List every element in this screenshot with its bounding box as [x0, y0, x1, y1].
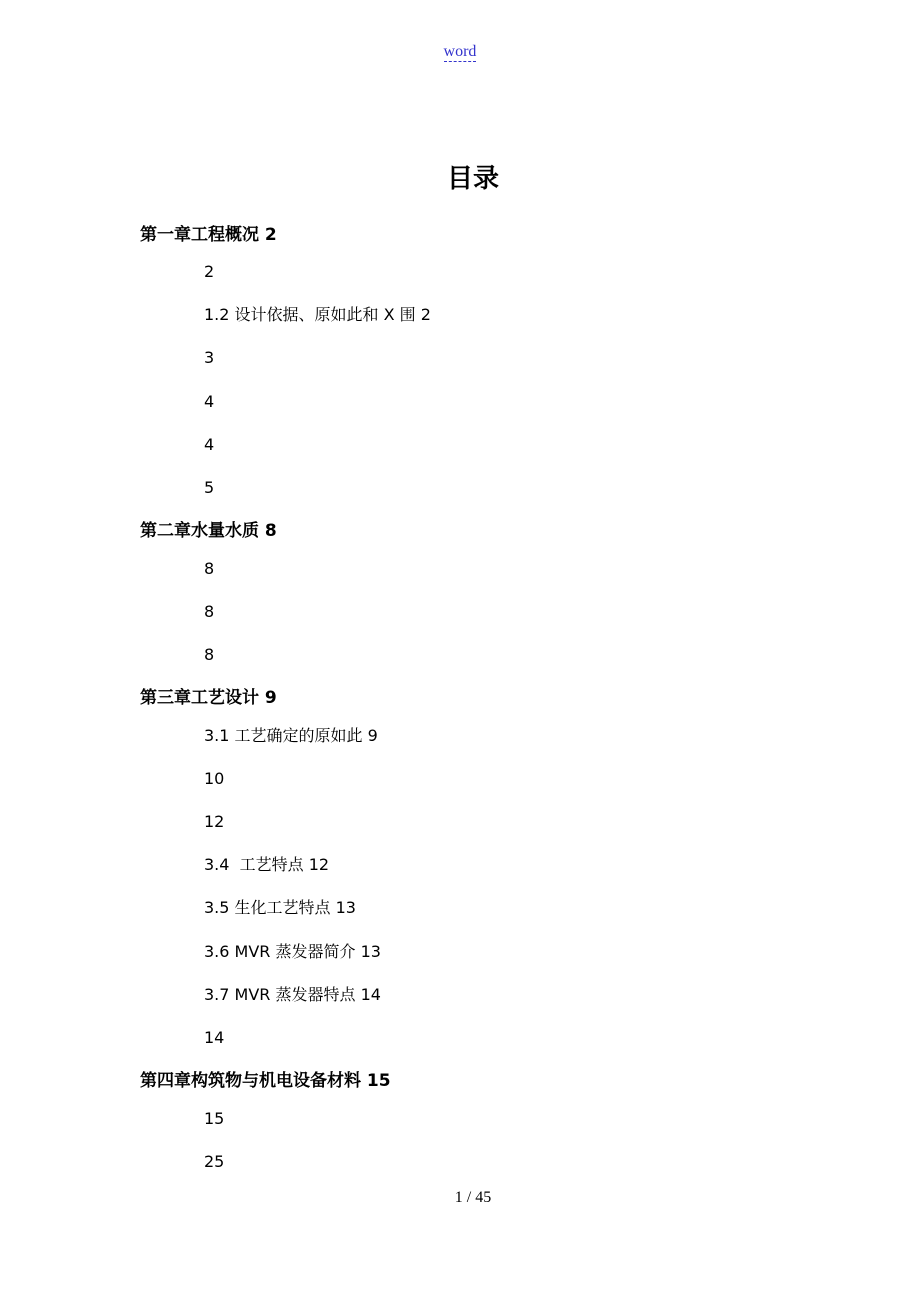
toc-entry-3-5[interactable]: 3.5 生化工艺特点 13 [204, 898, 356, 917]
toc-chapter-2[interactable]: 第二章水量水质 8 [140, 521, 277, 541]
toc-chapter-4[interactable]: 第四章构筑物与机电设备材料 15 [140, 1071, 391, 1091]
toc-entry-1-4[interactable]: 4 [204, 392, 215, 411]
toc-entry-1-1[interactable]: 2 [204, 262, 215, 281]
toc-entry-1-5[interactable]: 4 [204, 435, 215, 454]
toc-entry-1-3[interactable]: 3 [204, 348, 215, 367]
toc-title: 目录 [446, 164, 499, 194]
toc-entry-3-1[interactable]: 3.1 工艺确定的原如此 9 [204, 726, 378, 745]
page-number-indicator: 1 / 45 [454, 1189, 492, 1206]
toc-entry-4-1[interactable]: 15 [204, 1109, 225, 1128]
toc-entry-3-6[interactable]: 3.6 MVR 蒸发器简介 13 [204, 942, 381, 961]
toc-entry-3-7[interactable]: 3.7 MVR 蒸发器特点 14 [204, 985, 381, 1004]
toc-entry-3-3[interactable]: 12 [204, 812, 225, 831]
toc-entry-3-4[interactable]: 3.4 工艺特点 12 [204, 855, 330, 874]
toc-chapter-3[interactable]: 第三章工艺设计 9 [140, 688, 277, 708]
toc-chapter-1[interactable]: 第一章工程概况 2 [140, 225, 277, 245]
toc-entry-1-2[interactable]: 1.2 设计依据、原如此和 X 围 2 [204, 305, 431, 324]
toc-entry-3-2[interactable]: 10 [204, 769, 225, 788]
toc-entry-2-2[interactable]: 8 [204, 602, 215, 621]
toc-entry-3-8[interactable]: 14 [204, 1028, 225, 1047]
toc-entry-2-3[interactable]: 8 [204, 645, 215, 664]
header-word-link-text[interactable]: word [443, 43, 477, 60]
toc-entry-2-1[interactable]: 8 [204, 559, 215, 578]
toc-entry-1-6[interactable]: 5 [204, 478, 215, 497]
header-word-link[interactable] [0, 42, 920, 62]
toc-entry-4-2[interactable]: 25 [204, 1152, 225, 1171]
